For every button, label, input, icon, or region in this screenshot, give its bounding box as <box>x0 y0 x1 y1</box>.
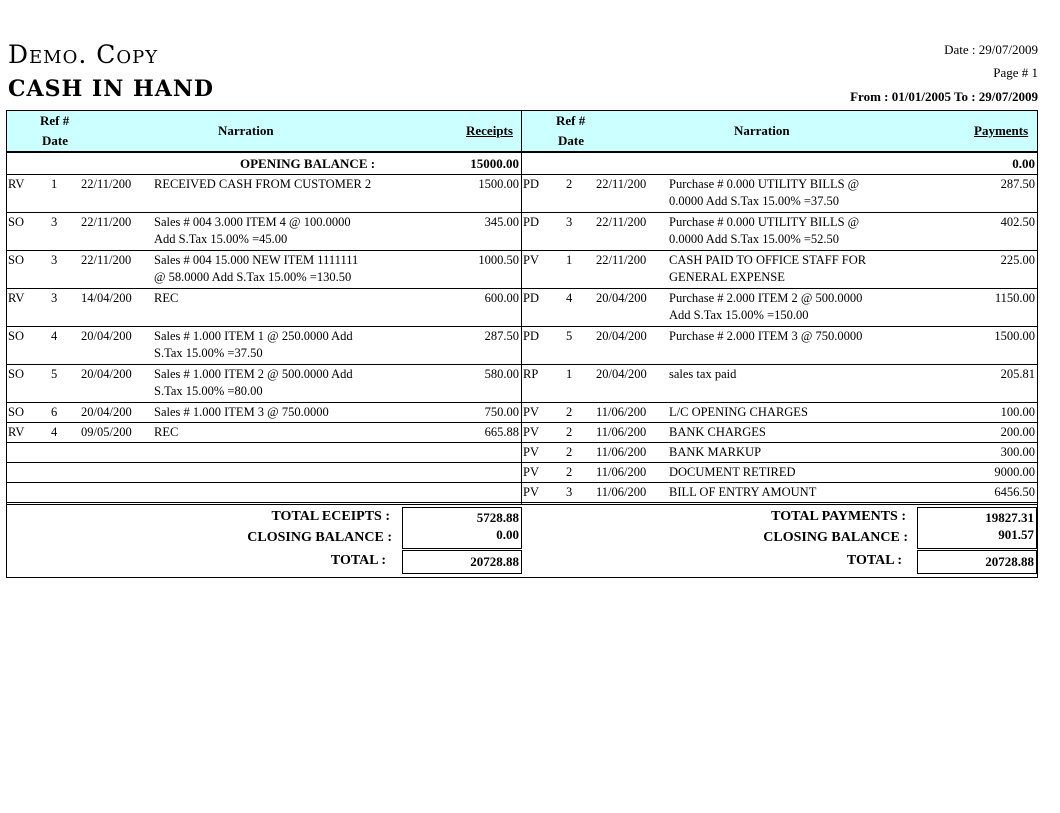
header-date-left: Date <box>42 133 68 148</box>
payment-date: 20/04/200 <box>596 367 647 381</box>
total-receipts-label: TOTAL ECEIPTS : <box>271 509 390 524</box>
opening-balance-payments: 0.00 <box>1012 156 1035 171</box>
receipt-date: 20/04/200 <box>81 405 132 419</box>
header-payments: Payments <box>974 123 1029 138</box>
receipt-ref-number: 4 <box>51 425 58 439</box>
payment-amount: 100.00 <box>1000 405 1035 419</box>
opening-balance-receipts: 15000.00 <box>470 156 519 171</box>
receipt-voucher-type: SO <box>8 329 24 343</box>
receipt-date: 22/11/200 <box>81 177 132 191</box>
receipt-voucher-type: RV <box>8 177 25 191</box>
total-left-value: 20728.88 <box>470 554 519 569</box>
receipt-narration-cont: S.Tax 15.00% =37.50 <box>154 346 263 360</box>
payment-narration: CASH PAID TO OFFICE STAFF FOR <box>669 253 867 267</box>
header-narration-left: Narration <box>218 123 274 138</box>
payment-voucher-type: PD <box>523 329 539 343</box>
receipt-ref-number: 1 <box>51 177 58 191</box>
receipt-voucher-type: RV <box>8 291 25 305</box>
report-date: Date : 29/07/2009 <box>944 42 1038 57</box>
report-title: CASH IN HAND <box>8 76 215 102</box>
receipt-amount: 750.00 <box>484 405 519 419</box>
row-divider <box>6 462 1038 463</box>
payment-voucher-type: PV <box>523 425 539 439</box>
total-right-value: 20728.88 <box>985 554 1034 569</box>
row-divider <box>6 152 1038 153</box>
receipt-voucher-type: SO <box>8 367 24 381</box>
payment-voucher-type: PV <box>523 465 539 479</box>
payment-amount: 200.00 <box>1000 425 1035 439</box>
payment-narration-cont: 0.0000 Add S.Tax 15.00% =52.50 <box>669 232 840 246</box>
grid-right-border <box>1037 152 1038 504</box>
receipt-narration: Sales # 004 3.000 ITEM 4 @ 100.0000 <box>154 215 351 229</box>
payment-ref-number: 3 <box>566 485 573 499</box>
total-payments-value: 19827.31 <box>985 510 1034 525</box>
receipt-date: 14/04/200 <box>81 291 132 305</box>
receipt-date: 22/11/200 <box>81 215 132 229</box>
payment-amount: 6456.50 <box>994 485 1035 499</box>
receipt-voucher-type: SO <box>8 405 24 419</box>
payment-voucher-type: PD <box>523 177 539 191</box>
page-number: Page # 1 <box>993 65 1038 80</box>
payment-amount: 9000.00 <box>994 465 1035 479</box>
receipt-narration-cont: S.Tax 15.00% =80.00 <box>154 384 263 398</box>
payment-date: 11/06/200 <box>596 425 647 439</box>
total-receipts-value: 5728.88 <box>476 510 519 525</box>
payment-narration: BANK MARKUP <box>669 445 762 459</box>
payment-date: 11/06/200 <box>596 405 647 419</box>
payment-narration: Purchase # 0.000 UTILITY BILLS @ <box>669 177 860 191</box>
closing-balance-left-value: 0.00 <box>496 527 519 542</box>
date-range: From : 01/01/2005 To : 29/07/2009 <box>850 89 1038 104</box>
receipt-voucher-type: SO <box>8 215 24 229</box>
payment-date: 22/11/200 <box>596 177 647 191</box>
payment-narration: BILL OF ENTRY AMOUNT <box>669 485 817 499</box>
closing-balance-label-left: CLOSING BALANCE : <box>247 530 392 545</box>
payment-ref-number: 3 <box>566 215 573 229</box>
payment-ref-number: 2 <box>566 465 573 479</box>
total-payments-label: TOTAL PAYMENTS : <box>771 509 906 524</box>
payment-ref-number: 2 <box>566 425 573 439</box>
payment-amount: 1500.00 <box>994 329 1035 343</box>
row-divider <box>6 502 1038 503</box>
total-label-right: TOTAL : <box>846 553 902 568</box>
payment-voucher-type: PV <box>523 253 539 267</box>
receipt-narration: Sales # 1.000 ITEM 1 @ 250.0000 Add <box>154 329 353 343</box>
payment-narration: Purchase # 2.000 ITEM 2 @ 500.0000 <box>669 291 863 305</box>
header-date-right: Date <box>558 133 584 148</box>
payment-ref-number: 2 <box>566 445 573 459</box>
receipt-date: 22/11/200 <box>81 253 132 267</box>
row-divider <box>6 442 1038 443</box>
grid-left-border <box>6 152 7 504</box>
receipt-ref-number: 3 <box>51 215 58 229</box>
payment-amount: 300.00 <box>1000 445 1035 459</box>
payment-date: 22/11/200 <box>596 253 647 267</box>
receipt-narration: Sales # 1.000 ITEM 2 @ 500.0000 Add <box>154 367 353 381</box>
receipt-narration-cont: Add S.Tax 15.00% =45.00 <box>154 232 288 246</box>
payment-narration: DOCUMENT RETIRED <box>669 465 796 479</box>
receipt-ref-number: 4 <box>51 329 58 343</box>
payment-ref-number: 5 <box>566 329 573 343</box>
receipt-amount: 665.88 <box>484 425 519 439</box>
opening-balance-label: OPENING BALANCE : <box>240 156 376 171</box>
row-divider <box>6 482 1038 483</box>
closing-balance-label-right: CLOSING BALANCE : <box>763 530 908 545</box>
receipt-date: 20/04/200 <box>81 329 132 343</box>
receipt-voucher-type: SO <box>8 253 24 267</box>
receipt-narration: REC <box>154 291 179 305</box>
payment-narration: Purchase # 0.000 UTILITY BILLS @ <box>669 215 860 229</box>
total-label-left: TOTAL : <box>330 553 386 568</box>
payment-ref-number: 4 <box>566 291 573 305</box>
receipt-amount: 1500.00 <box>478 177 519 191</box>
payment-narration: BANK CHARGES <box>669 425 766 439</box>
payment-ref-number: 2 <box>566 177 573 191</box>
payment-narration-cont: GENERAL EXPENSE <box>669 270 785 284</box>
receipt-amount: 580.00 <box>484 367 519 381</box>
closing-balance-right-value: 901.57 <box>998 527 1034 542</box>
header-narration-right: Narration <box>734 123 790 138</box>
payment-date: 20/04/200 <box>596 291 647 305</box>
receipt-date: 20/04/200 <box>81 367 132 381</box>
payment-date: 22/11/200 <box>596 215 647 229</box>
payment-voucher-type: PD <box>523 215 539 229</box>
receipt-amount: 345.00 <box>484 215 519 229</box>
header-receipts: Receipts <box>466 123 513 138</box>
payment-amount: 205.81 <box>1000 367 1035 381</box>
payment-voucher-type: RP <box>523 367 539 381</box>
payment-narration: sales tax paid <box>669 367 737 381</box>
payment-ref-number: 1 <box>566 367 573 381</box>
grid-center-divider <box>521 110 522 504</box>
payment-narration-cont: 0.0000 Add S.Tax 15.00% =37.50 <box>669 194 840 208</box>
receipt-narration: Sales # 1.000 ITEM 3 @ 750.0000 <box>154 405 329 419</box>
payment-narration: L/C OPENING CHARGES <box>669 405 808 419</box>
payment-ref-number: 2 <box>566 405 573 419</box>
payment-voucher-type: PV <box>523 485 539 499</box>
payment-voucher-type: PV <box>523 405 539 419</box>
payment-narration: Purchase # 2.000 ITEM 3 @ 750.0000 <box>669 329 863 343</box>
company-name: Demo. Copy <box>8 40 159 69</box>
header-ref-left: Ref # <box>40 113 70 128</box>
receipt-ref-number: 5 <box>51 367 58 381</box>
receipt-date: 09/05/200 <box>81 425 132 439</box>
receipt-narration: RECEIVED CASH FROM CUSTOMER 2 <box>154 177 372 191</box>
receipt-ref-number: 6 <box>51 405 58 419</box>
payment-amount: 1150.00 <box>994 291 1035 305</box>
payment-date: 11/06/200 <box>596 445 647 459</box>
receipt-amount: 600.00 <box>484 291 519 305</box>
receipt-narration: Sales # 004 15.000 NEW ITEM 1111111 <box>154 253 359 267</box>
receipt-ref-number: 3 <box>51 291 58 305</box>
table-header <box>6 110 1038 152</box>
receipt-amount: 1000.50 <box>478 253 519 267</box>
payment-date: 11/06/200 <box>596 465 647 479</box>
receipt-narration: REC <box>154 425 179 439</box>
payment-voucher-type: PD <box>523 291 539 305</box>
payment-voucher-type: PV <box>523 445 539 459</box>
payment-amount: 287.50 <box>1000 177 1035 191</box>
payment-narration-cont: Add S.Tax 15.00% =150.00 <box>669 308 809 322</box>
receipt-amount: 287.50 <box>484 329 519 343</box>
payment-date: 11/06/200 <box>596 485 647 499</box>
payment-ref-number: 1 <box>566 253 573 267</box>
receipt-narration-cont: @ 58.0000 Add S.Tax 15.00% =130.50 <box>154 270 352 284</box>
header-ref-right: Ref # <box>556 113 586 128</box>
receipt-voucher-type: RV <box>8 425 25 439</box>
payment-amount: 402.50 <box>1000 215 1035 229</box>
payment-amount: 225.00 <box>1000 253 1035 267</box>
receipt-ref-number: 3 <box>51 253 58 267</box>
payment-date: 20/04/200 <box>596 329 647 343</box>
